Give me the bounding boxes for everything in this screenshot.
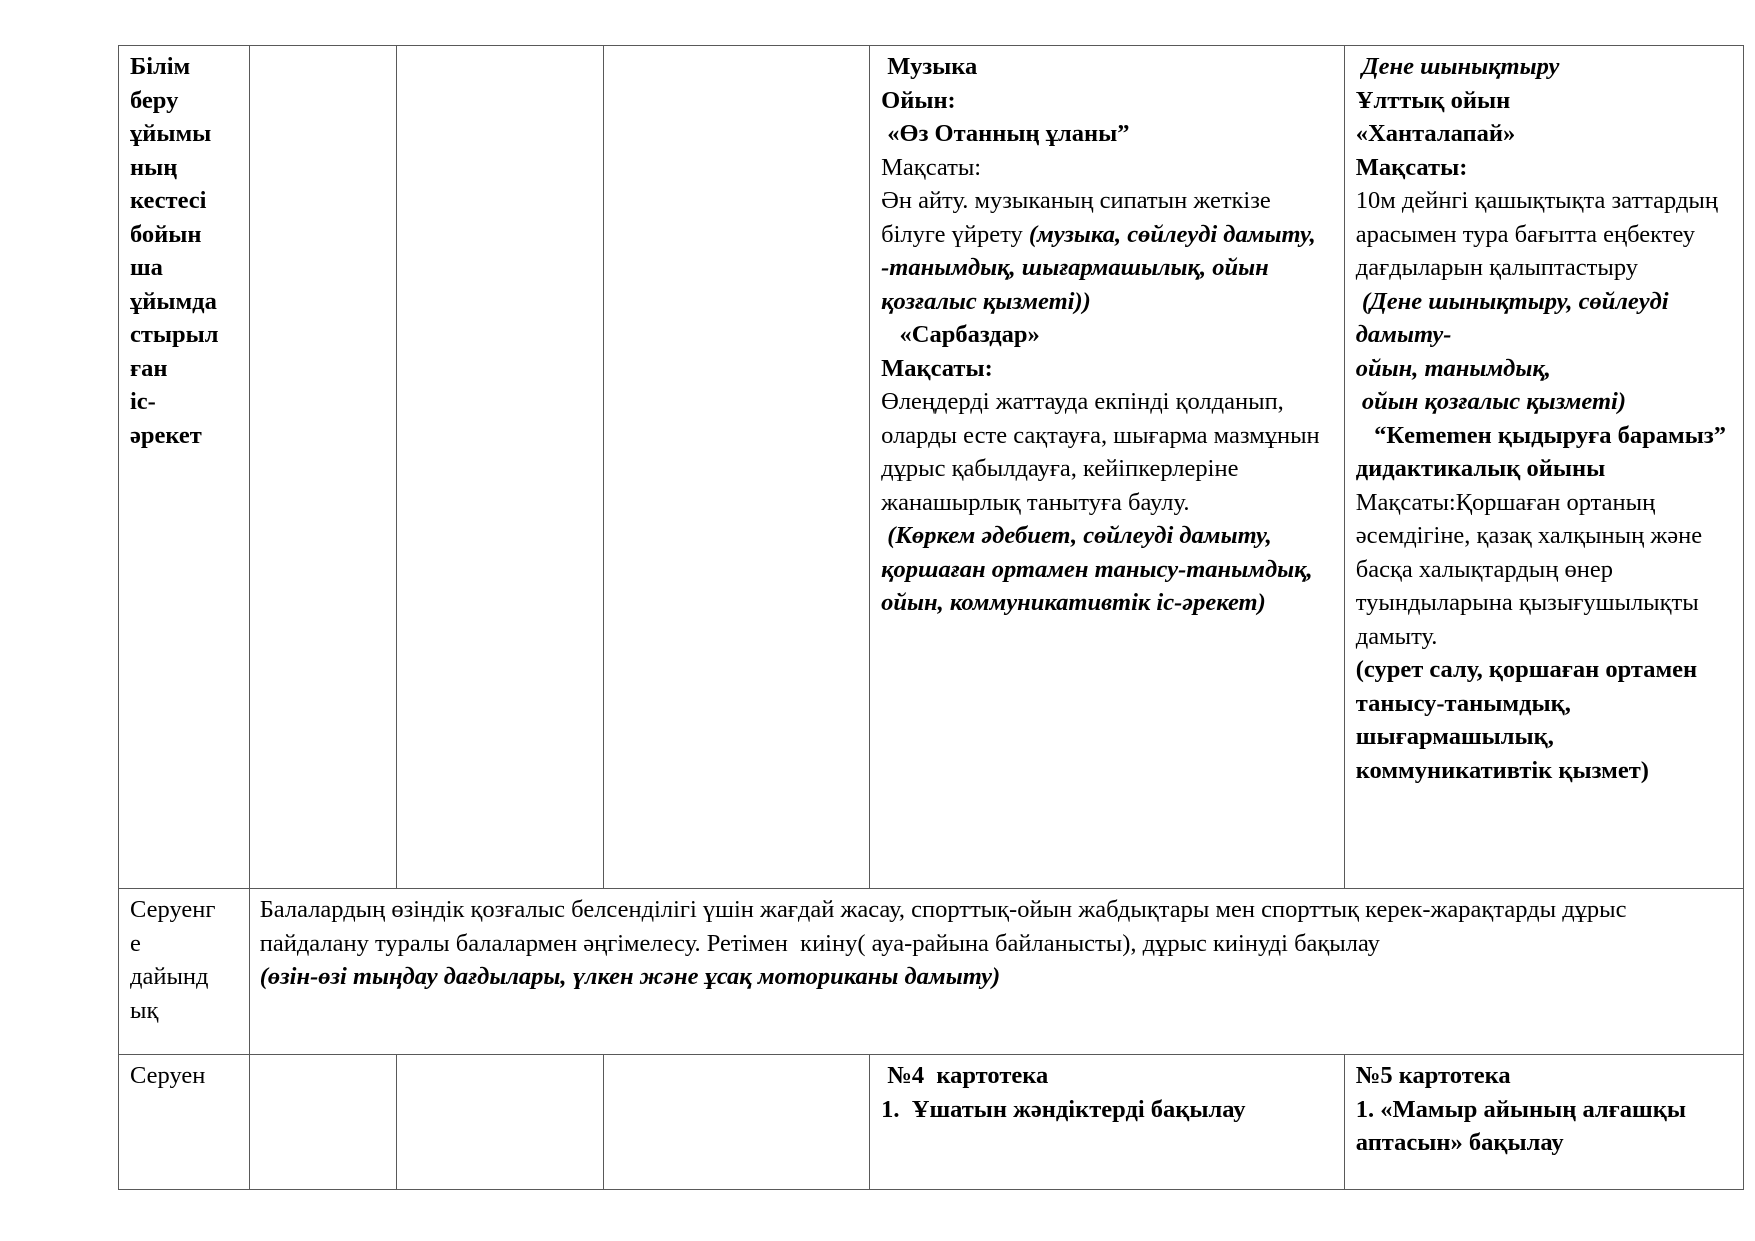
card-4-title: №4 картотека	[881, 1062, 1049, 1089]
label-line: ның	[130, 153, 178, 181]
walk-label: Серуен	[130, 1062, 206, 1089]
plan-table	[118, 45, 1744, 1190]
music-game-2: «Сарбаздар»	[881, 321, 1040, 348]
pe-activity-cell	[1344, 46, 1743, 889]
label-line: ған	[130, 354, 168, 382]
label-line: бойын	[130, 220, 202, 248]
pe-game-1: «Ханталапай»	[1355, 120, 1516, 147]
pe-game-2: “Кememен қыдыруға барамыз”	[1355, 421, 1726, 449]
label-line: дайынд	[130, 963, 209, 990]
pe-title: Дене шынықтыру	[1355, 53, 1560, 80]
empty-cell	[603, 46, 869, 889]
card-5-item: 1. «Мамыр айының алғашқы аптасын» бақылау	[1355, 1095, 1686, 1156]
label-line: әрекет	[130, 421, 202, 449]
music-activity-cell	[870, 46, 1345, 889]
pe-game-2-type: дидактикалық ойыны	[1355, 455, 1606, 482]
label-line: ша	[130, 254, 163, 281]
pe-game-label: Ұлттық ойын	[1355, 86, 1511, 114]
walk-preparation-domains: (өзін-өзі тыңдау дағдылары, үлкен және ұсақ моториканы дамыту)	[259, 963, 1001, 990]
label-line: Серуенг	[130, 896, 216, 923]
pe-domains-2: (сурет салу, қоршаған ортамен танысу-танымдық, шығармашылық, коммуникативтік қызмет)	[1355, 656, 1698, 784]
label-line: беру	[130, 86, 179, 114]
label-line: кестесі	[130, 187, 207, 214]
label-line: стырыл	[130, 321, 219, 348]
card-4-item: 1. Ұшатын жәндіктерді бақылау	[881, 1095, 1246, 1123]
empty-cell	[249, 1055, 396, 1190]
row-label-walk	[119, 1055, 250, 1190]
table-row-walk	[119, 1055, 1744, 1190]
pe-goal-text-2: Мақсаты:Қоршаған ортаның әсемдігіне, қазақ халқының және басқа халықтардың өнер туындыларына қызығушылықты дамыту.	[1355, 488, 1703, 650]
music-goal-label-2: Мақсаты:	[881, 354, 993, 382]
empty-cell	[249, 46, 396, 889]
table-row-organized-activity	[119, 46, 1744, 889]
pe-domains-1b: ойын, танымдық,	[1355, 354, 1551, 382]
music-title: Музыка	[881, 53, 978, 80]
music-game-label: Ойын:	[881, 86, 956, 114]
card-5-title: №5 картотека	[1355, 1062, 1511, 1089]
music-domains-1: (музыка, сөйлеуді дамыту, -танымдық, шығармашылық, ойын қозғалыс қызметі))	[881, 220, 1316, 315]
label-line: е	[130, 929, 141, 957]
music-domains-2: (Көркем әдебиет, сөйлеуді дамыту, қоршаған ортамен танысу-танымдық, ойын, коммуникативтік іс-әрекет)	[881, 522, 1325, 616]
music-goal-label-1: Мақсаты:	[881, 153, 982, 181]
label-line: ұйымда	[130, 287, 217, 315]
label-line: Білім	[130, 53, 191, 80]
pe-domains-1a: (Дене шынықтыру, сөйлеуді дамыту-	[1355, 287, 1675, 348]
music-goal-text-1: Ән айту. музыканың сипатын жеткізе білуге үйрету	[881, 187, 1271, 248]
table-row-walk-preparation	[119, 889, 1744, 1055]
music-goal-text-2: Өлеңдерді жаттауда екпінді қолданып, оларды есте сақтауға, шығарма мазмұнын дұрыс қабылдауға, кейіпкерлеріне жанашырлық танытуға баулу.	[881, 388, 1320, 516]
music-game-1: «Өз Отанның ұланы”	[881, 120, 1130, 147]
label-line: іс-	[130, 388, 156, 415]
walk-card-5-cell	[1344, 1055, 1743, 1190]
empty-cell	[396, 46, 603, 889]
empty-cell	[603, 1055, 869, 1190]
pe-goal-label-1: Мақсаты:	[1355, 153, 1468, 181]
row-label-walk-preparation	[119, 889, 250, 1055]
label-line: ық	[130, 996, 159, 1024]
pe-domains-1c: ойын қозғалыс қызметі)	[1355, 388, 1626, 415]
walk-preparation-cell	[249, 889, 1743, 1055]
walk-preparation-text: Балалардың өзіндік қозғалыс белсенділігі үшін жағдай жасау, спорттық-ойын жабдықтары мен спорттық керек-жарақтарды дұрыс пайдалану туралы балалармен әңгімелесу. Ретімен киіну( ауа-райына байланысты), дұрыс киінуді бақылау	[259, 896, 1633, 957]
row-label-organized-activity	[119, 46, 250, 889]
empty-cell	[396, 1055, 603, 1190]
label-line: ұйымы	[130, 120, 212, 147]
pe-goal-text-1: 10м дейнгі қашықтықта заттардың арасымен тура бағытта еңбектеу дағдыларын қалыптастыру	[1355, 187, 1718, 281]
walk-card-4-cell	[870, 1055, 1345, 1190]
music-goal-1	[881, 184, 1334, 318]
